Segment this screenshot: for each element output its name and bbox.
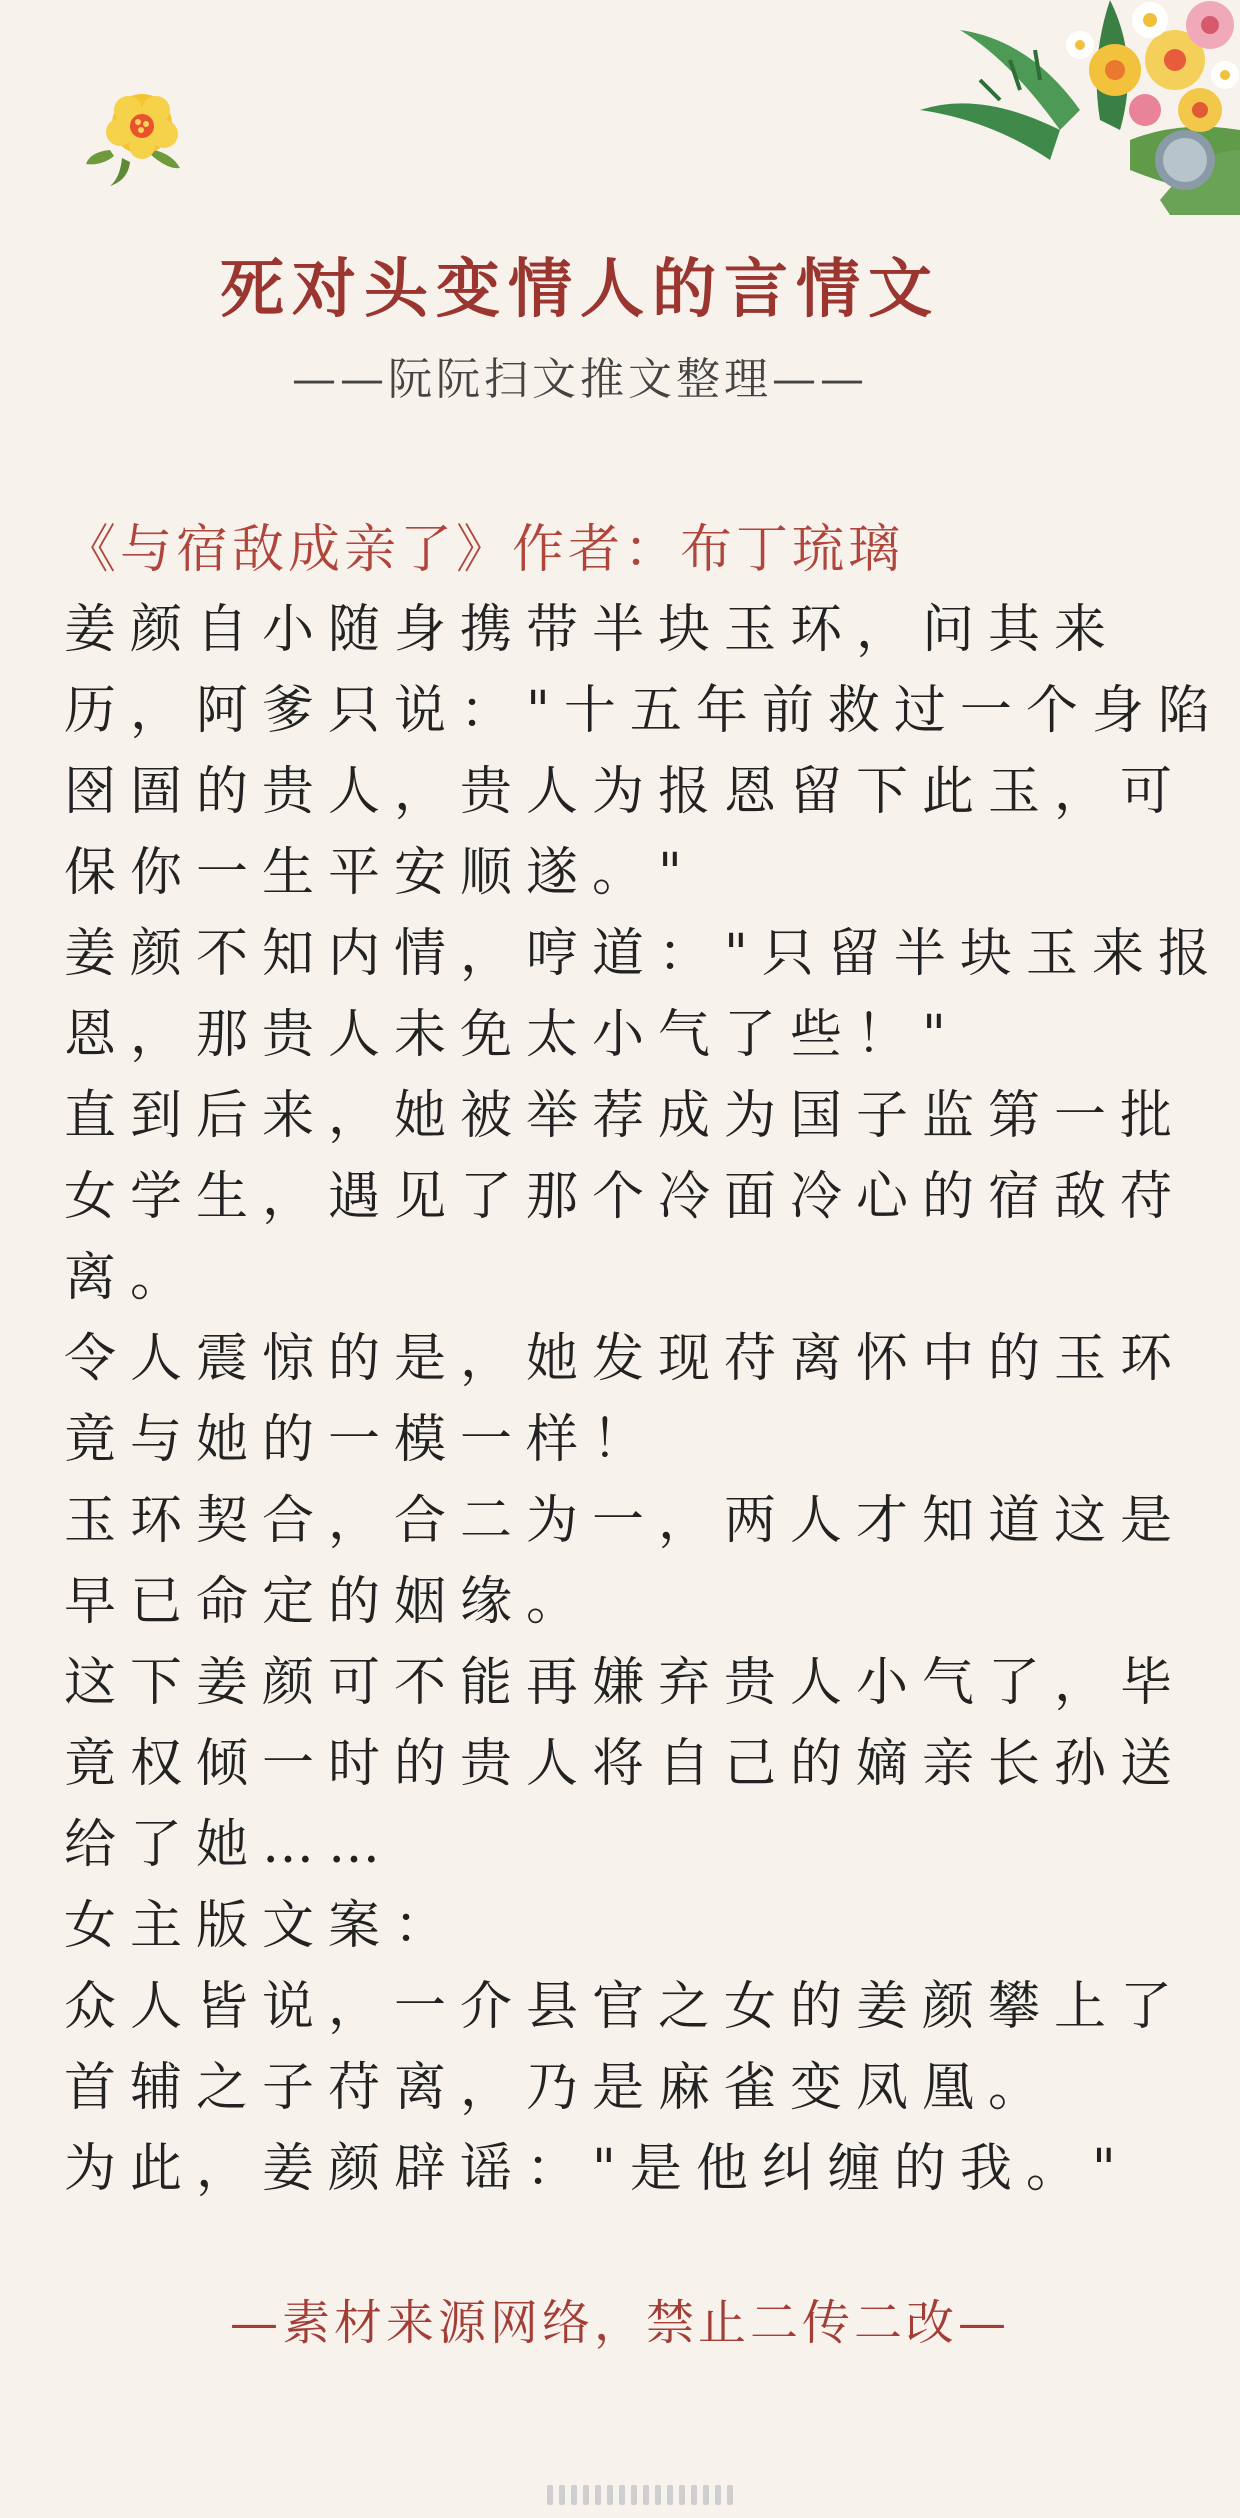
text-line: 女学生，遇见了那个冷面冷心的宿敌苻	[64, 1167, 1187, 1227]
text-line: 令人震惊的是，她发现苻离怀中的玉环	[64, 1329, 1187, 1389]
text-line: 姜颜自小随身携带半块玉环，问其来	[64, 600, 1121, 660]
text-line: 给了她……	[64, 1815, 395, 1875]
text-line: 保你一生平安顺遂。"	[64, 843, 696, 903]
text-line: 首辅之子苻离，乃是麻雀变凤凰。	[64, 2058, 1055, 2118]
text-line: 姜颜不知内情，哼道："只留半块玉来报	[64, 924, 1224, 984]
page-subtitle: ——阮阮扫文推文整理——	[292, 354, 868, 405]
text-line: 竟权倾一时的贵人将自己的嫡亲长孙送	[64, 1734, 1187, 1794]
text-line: 竟与她的一模一样！	[64, 1410, 659, 1470]
yellow-flower-icon	[80, 80, 200, 190]
text-line: 玉环契合，合二为一，两人才知道这是	[64, 1491, 1187, 1551]
text-line: 众人皆说，一介县官之女的姜颜攀上了	[64, 1977, 1187, 2037]
text-line: 直到后来，她被举荐成为国子监第一批	[64, 1086, 1187, 1146]
text-line: 离。	[64, 1248, 197, 1308]
page-title: 死对头变情人的言情文	[220, 252, 940, 327]
page-indicator	[520, 2482, 760, 2508]
book-section	[64, 510, 1224, 2210]
flower-bouquet-icon	[900, 0, 1240, 215]
text-line: 为此，姜颜辟谣："是他纠缠的我。"	[64, 2139, 1130, 2199]
text-line: 恩，那贵人未免太小气了些！"	[64, 1005, 960, 1065]
text-line: 早已命定的姻缘。	[64, 1572, 593, 1632]
book-heading: 《与宿敌成亲了》作者：布丁琉璃	[64, 520, 905, 580]
source-notice: —素材来源网络，禁止二传二改—	[229, 2295, 1010, 2351]
text-line: 囹圄的贵人，贵人为报恩留下此玉，可	[64, 762, 1187, 822]
text-line: 历，阿爹只说："十五年前救过一个身陷	[64, 681, 1224, 741]
text-line: 这下姜颜可不能再嫌弃贵人小气了，毕	[64, 1653, 1187, 1713]
text-line: 女主版文案：	[64, 1896, 461, 1956]
